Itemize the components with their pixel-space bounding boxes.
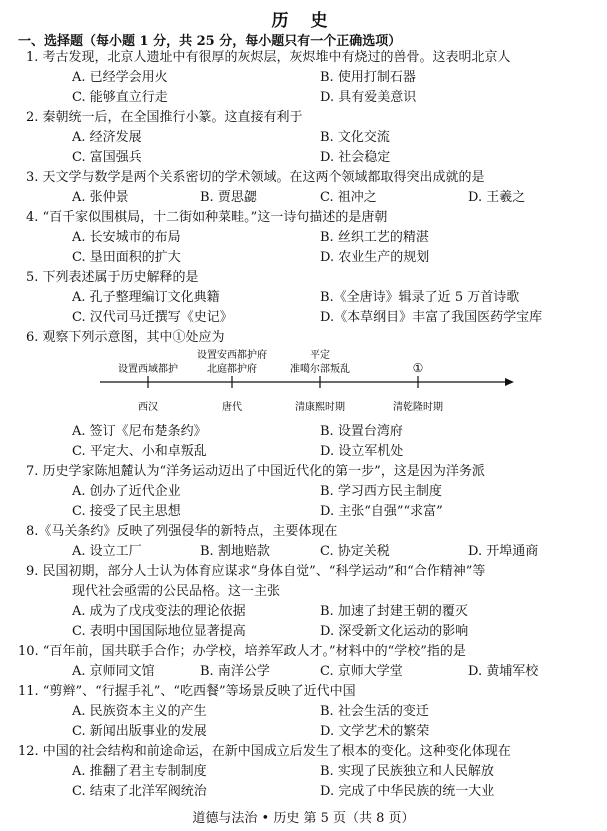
page-title: 历 史 [271, 11, 336, 31]
question-6-option-c: C. 平定大、小和卓叛乱 [72, 444, 207, 459]
question-12-option-c: C. 结束了北洋军阀统治 [72, 784, 207, 799]
question-5-option-b: B.《全唐诗》辑录了近 5 万首诗歌 [320, 290, 520, 305]
timeline-label-pingding: 平定 [310, 350, 330, 361]
question-2-option-b: B. 文化交流 [320, 130, 390, 145]
question-8-option-d: D. 开埠通商 [468, 544, 539, 559]
question-9-option-c: C. 表明中国国际地位显著提高 [72, 624, 246, 639]
question-8-stem: 8.《马关条约》反映了列强侵华的新特点，主要体现在 [26, 524, 338, 539]
question-12-option-b: B. 实现了民族独立和人民解放 [320, 764, 494, 779]
question-11-option-c: C. 新闻出版事业的发展 [72, 724, 207, 739]
question-10-stem: 10. “百年前，国共联手合作；办学校，培养军政人才。”材料中的“学校”指的是 [18, 644, 466, 659]
question-2-stem: 2. 秦朝统一后，在全国推行小篆。这直接有利于 [26, 110, 303, 125]
question-2-option-c: C. 富国强兵 [72, 150, 142, 165]
question-10-option-a: A. 京师同文馆 [72, 664, 155, 679]
question-10-option-c: C. 京师大学堂 [320, 664, 403, 679]
timeline-era-qianlong: 清乾隆时期 [393, 402, 443, 413]
question-12-stem: 12. 中国的社会结构和前途命运，在新中国成立后发生了根本的变化。这种变化体现在 [18, 744, 511, 759]
question-3-option-b: B. 贾思勰 [200, 190, 257, 205]
question-9-stem-continued: 现代社会亟需的公民品格。这一主张 [72, 584, 281, 599]
timeline-label-western-regions: 设置西域都护 [118, 364, 178, 375]
question-6-option-d: D. 设立军机处 [320, 444, 404, 459]
question-8-option-c: C. 协定关税 [320, 544, 390, 559]
question-8-option-b: B. 割地赔款 [200, 544, 270, 559]
question-2-option-a: A. 经济发展 [72, 130, 142, 145]
timeline-label-dzungar: 准噶尔部叛乱 [290, 364, 350, 375]
question-10-option-b: B. 南洋公学 [200, 664, 270, 679]
question-7-option-d: D. 主张“自强”“求富” [320, 504, 443, 519]
question-12-option-a: A. 推翻了君主专制制度 [72, 764, 207, 779]
timeline-diagram [0, 348, 607, 428]
question-10-option-d: D. 黄埔军校 [468, 664, 539, 679]
question-1-option-a: A. 已经学会用火 [72, 70, 168, 85]
question-6-stem: 6. 观察下列示意图，其中①处应为 [26, 330, 225, 345]
timeline-label-anxi: 设置安西都护府 [197, 350, 267, 361]
question-6-option-b: B. 设置台湾府 [320, 424, 403, 439]
question-11-option-a: A. 民族资本主义的产生 [72, 704, 207, 719]
question-3-option-c: C. 祖冲之 [320, 190, 377, 205]
question-4-option-b: B. 丝织工艺的精湛 [320, 230, 429, 245]
question-7-option-c: C. 接受了民主思想 [72, 504, 181, 519]
question-1-option-d: D. 具有爱美意识 [320, 90, 417, 105]
question-3-option-d: D. 王羲之 [468, 190, 526, 205]
question-4-option-c: C. 垦田面积的扩大 [72, 250, 181, 265]
question-3-option-a: A. 张仲景 [72, 190, 129, 205]
question-5-option-d: D.《本草纲目》丰富了我国医药学宝库 [320, 310, 543, 325]
question-4-stem: 4. “百千家似围棋局，十二街如种菜畦。”这一诗句描述的是唐朝 [26, 210, 388, 225]
question-11-option-d: D. 文学艺术的繁荣 [320, 724, 430, 739]
question-5-stem: 5. 下列表述属于历史解释的是 [26, 270, 199, 285]
question-6-option-a: A. 签订《尼布楚条约》 [72, 424, 207, 439]
question-2-option-d: D. 社会稳定 [320, 150, 391, 165]
question-1-option-c: C. 能够直立行走 [72, 90, 168, 105]
section-heading: 一、选择题（每小题 1 分，共 25 分，每小题只有一个正确选项） [18, 34, 402, 49]
question-8-option-a: A. 设立工厂 [72, 544, 142, 559]
question-9-stem: 9. 民国初期，部分人士认为体育应谋求“身体自觉”、“科学运动”和“合作精神”等 [26, 564, 486, 579]
page-footer: 道德与法治 • 历史 第 5 页（共 8 页） [192, 811, 415, 826]
question-1-option-b: B. 使用打制石器 [320, 70, 416, 85]
question-11-stem: 11. “剪辫”、“行握手礼”、“吃西餐”等场景反映了近代中国 [18, 684, 356, 699]
timeline-arrowhead [505, 378, 514, 386]
question-9-option-d: D. 深受新文化运动的影响 [320, 624, 469, 639]
question-9-option-b: B. 加速了封建王朝的覆灭 [320, 604, 468, 619]
question-5-option-c: C. 汉代司马迁撰写《史记》 [72, 310, 233, 325]
question-7-option-a: A. 创办了近代企业 [72, 484, 181, 499]
timeline-label-circled-1: ① [412, 361, 424, 375]
question-9-option-a: A. 成为了戊戌变法的理论依据 [72, 604, 246, 619]
question-4-option-d: D. 农业生产的规划 [320, 250, 430, 265]
question-1-stem: 1. 考古发现，北京人遗址中有很厚的灰烬层，灰烬堆中有烧过的兽骨。这表明北京人 [26, 50, 511, 65]
timeline-era-tang: 唐代 [222, 402, 242, 413]
question-7-stem: 7. 历史学家陈旭麓认为“洋务运动迈出了中国近代化的第一步”，这是因为洋务派 [26, 464, 485, 479]
question-12-option-d: D. 完成了中华民族的统一大业 [320, 784, 495, 799]
question-7-option-b: B. 学习西方民主制度 [320, 484, 442, 499]
timeline-era-western-han: 西汉 [138, 402, 158, 413]
question-11-option-b: B. 社会生活的变迁 [320, 704, 429, 719]
question-4-option-a: A. 长安城市的布局 [72, 230, 181, 245]
timeline-era-kangxi: 清康熙时期 [295, 402, 345, 413]
question-5-option-a: A. 孔子整理编订文化典籍 [72, 290, 220, 305]
question-3-stem: 3. 天文学与数学是两个关系密切的学术领域。在这两个领域都取得突出成就的是 [26, 170, 485, 185]
timeline-label-beiting: 北庭都护府 [207, 364, 257, 375]
